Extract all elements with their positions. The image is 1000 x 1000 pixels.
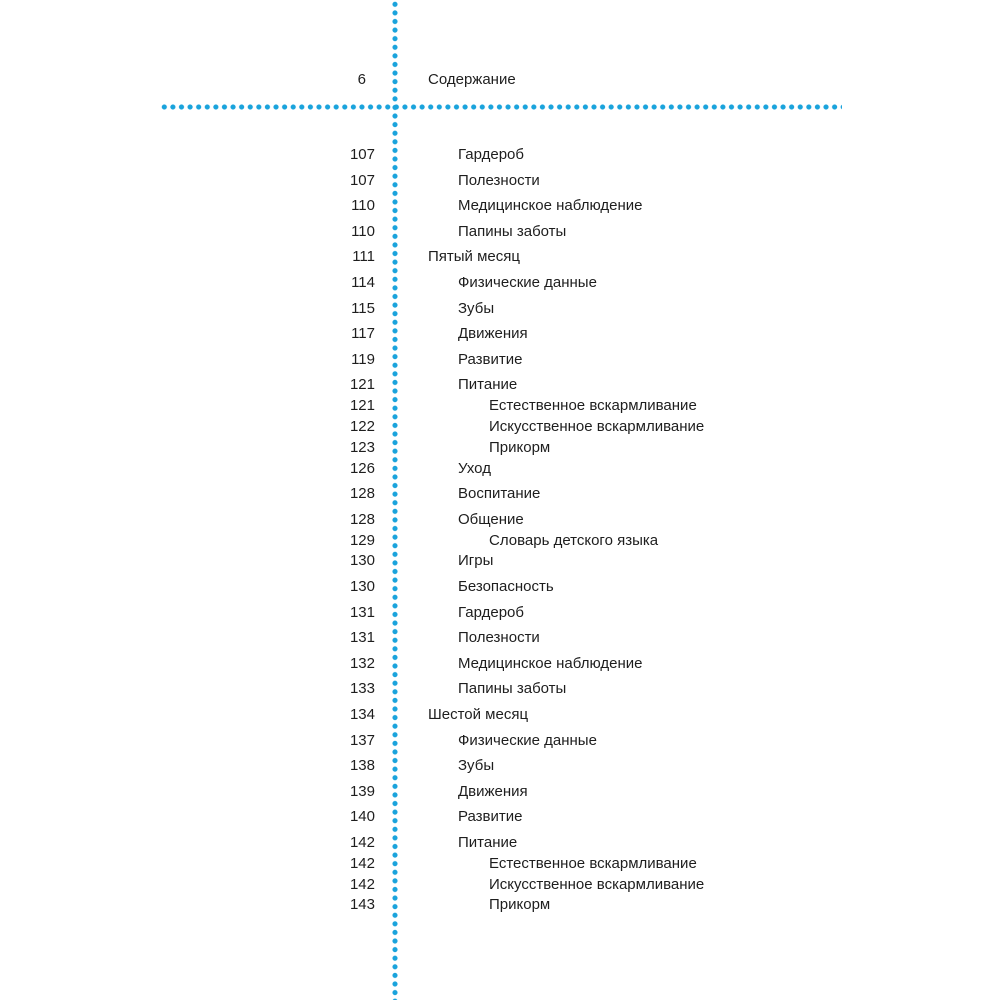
toc-entry-title: Полезности xyxy=(458,629,540,647)
toc-subsection-row xyxy=(0,531,1000,551)
toc-section-row xyxy=(0,145,1000,165)
toc-page-number: 119 xyxy=(351,350,375,368)
toc-entry-title: Воспитание xyxy=(458,485,541,503)
toc-page-number: 129 xyxy=(349,531,375,549)
toc-page-number: 131 xyxy=(349,603,375,621)
toc-chapter-row xyxy=(0,247,1000,267)
toc-section-row xyxy=(0,350,1000,370)
toc-subsection-row xyxy=(0,895,1000,915)
toc-page-number: 134 xyxy=(349,706,375,723)
toc-page-number: 114 xyxy=(351,274,375,291)
toc-page-number: 139 xyxy=(349,782,375,800)
toc-entry-title: Гардероб xyxy=(458,146,524,163)
toc-section-row xyxy=(0,807,1000,827)
running-head-title: Содержание xyxy=(428,71,516,88)
toc-page-number: 126 xyxy=(349,459,375,477)
toc-entry-title: Естественное вскармливание xyxy=(489,397,697,415)
toc-entry-title: Развитие xyxy=(458,808,523,826)
toc-entry-title: Физические данные xyxy=(458,274,597,291)
toc-section-row xyxy=(0,459,1000,479)
toc-page-number: 110 xyxy=(351,197,375,215)
toc-entry-title: Искусственное вскармливание xyxy=(489,875,705,893)
toc-entry-title: Зубы xyxy=(458,299,495,317)
toc-page-number: 121 xyxy=(349,397,375,415)
toc-subsection-row xyxy=(0,417,1000,437)
toc-entry-title: Папины заботы xyxy=(458,680,567,698)
toc-page-number: 133 xyxy=(349,680,375,698)
toc-entry-title: Питание xyxy=(458,376,518,394)
toc-page-number: 140 xyxy=(349,808,375,826)
toc-entry-title: Прикорм xyxy=(489,438,551,456)
toc-page-number: 128 xyxy=(349,485,375,503)
toc-page-number: 123 xyxy=(349,438,375,456)
toc-entry-title: Развитие xyxy=(458,350,523,368)
toc-entry-title: Естественное вскармливание xyxy=(489,854,697,872)
toc-page-number: 137 xyxy=(349,731,375,749)
toc-entry-title: Прикорм xyxy=(489,896,551,914)
toc-section-row xyxy=(0,196,1000,216)
toc-page-number: 132 xyxy=(349,654,375,672)
toc-page-number: 121 xyxy=(349,376,375,394)
toc-page-number: 117 xyxy=(351,325,375,343)
toc-entry-title: Питание xyxy=(458,834,518,851)
toc-page-number: 130 xyxy=(349,578,375,595)
toc-page-number: 142 xyxy=(349,875,375,893)
toc-section-row xyxy=(0,603,1000,623)
toc-entry-title: Полезности xyxy=(458,171,540,189)
toc-entry-title: Шестой месяц xyxy=(428,706,529,723)
toc-page-number: 128 xyxy=(349,510,375,528)
toc-section-row xyxy=(0,273,1000,293)
toc-page-number: 115 xyxy=(351,299,375,317)
toc-section-row xyxy=(0,484,1000,504)
toc-entry-title: Движения xyxy=(458,782,528,800)
toc-entry-title: Медицинское наблюдение xyxy=(458,197,643,215)
toc-section-row xyxy=(0,782,1000,802)
toc-entry-title: Движения xyxy=(458,325,528,343)
toc-page-number: 107 xyxy=(349,171,375,189)
toc-section-row xyxy=(0,731,1000,751)
toc-page-number: 111 xyxy=(352,248,375,266)
toc-page-number: 122 xyxy=(349,418,375,435)
toc-entry-title: Общение xyxy=(458,510,524,528)
toc-page-number: 107 xyxy=(349,146,375,163)
toc-section-row xyxy=(0,756,1000,776)
toc-entry-title: Папины заботы xyxy=(458,222,567,240)
toc-subsection-row xyxy=(0,396,1000,416)
toc-section-row xyxy=(0,679,1000,699)
toc-section-row xyxy=(0,510,1000,530)
toc-subsection-row xyxy=(0,875,1000,895)
toc-subsection-row xyxy=(0,854,1000,874)
toc-section-row xyxy=(0,577,1000,597)
toc-section-row xyxy=(0,222,1000,242)
toc-entry-title: Гардероб xyxy=(458,603,524,621)
toc-section-row xyxy=(0,171,1000,191)
toc-entry-title: Словарь детского языка xyxy=(489,531,659,549)
toc-section-row xyxy=(0,551,1000,571)
toc-section-row xyxy=(0,299,1000,319)
toc-page-number: 142 xyxy=(349,834,375,851)
toc-section-row xyxy=(0,375,1000,395)
toc-section-row xyxy=(0,833,1000,853)
toc-entry-title: Искусственное вскармливание xyxy=(489,418,705,435)
toc-entry-title: Физические данные xyxy=(458,731,597,749)
toc-entry-title: Уход xyxy=(458,459,491,477)
toc-section-row xyxy=(0,654,1000,674)
toc-section-row xyxy=(0,628,1000,648)
toc-entry-title: Медицинское наблюдение xyxy=(458,654,643,672)
toc-entry-title: Пятый месяц xyxy=(428,248,520,266)
toc-page-number: 138 xyxy=(349,757,375,775)
page-number: 6 xyxy=(357,71,366,88)
horizontal-dotted-rule xyxy=(160,104,842,110)
toc-page-number: 131 xyxy=(349,629,375,647)
toc-entry-title: Зубы xyxy=(458,757,495,775)
toc-page-number: 142 xyxy=(349,854,375,872)
toc-page-number: 110 xyxy=(351,222,375,240)
toc-entry-title: Игры xyxy=(458,552,494,570)
toc-page-number: 143 xyxy=(349,896,375,914)
toc-page-number: 130 xyxy=(349,552,375,570)
toc-section-row xyxy=(0,324,1000,344)
toc-subsection-row xyxy=(0,438,1000,458)
toc-chapter-row xyxy=(0,705,1000,725)
toc-entry-title: Безопасность xyxy=(458,578,554,595)
